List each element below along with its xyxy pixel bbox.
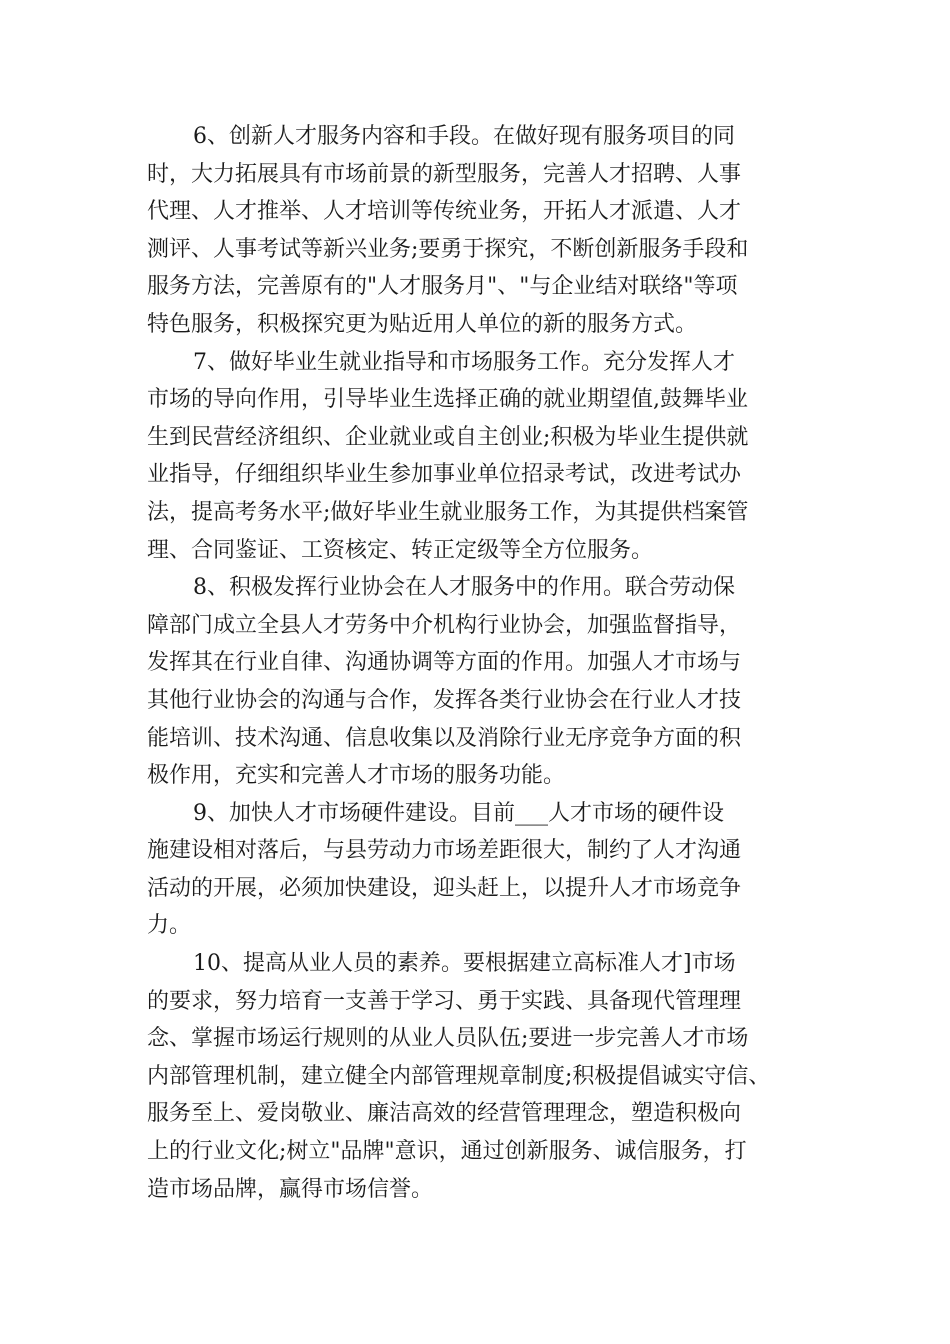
paragraph-10-line-6: 上的行业文化;树立"品牌"意识，通过创新服务、诚信服务，打 [147,1139,747,1165]
paragraph-9-line-3: 活动的开展，必须加快建设，迎头赶上，以提升人才市场竞争 [147,875,742,901]
paragraph-9-line-1: 9、加快人才市场硬件建设。目前___人才市场的硬件设 [193,800,724,826]
paragraph-6-line-4: 测评、人事考试等新兴业务;要勇于探究，不断创新服务手段和 [147,236,749,262]
paragraph-6-line-5: 服务方法，完善原有的"人才服务月"、"与企业结对联络"等项 [147,274,738,300]
document-body [147,118,827,1208]
paragraph-10-line-2: 的要求，努力培育一支善于学习、勇于实践、具备现代管理理 [147,988,742,1014]
paragraph-10-line-4: 内部管理机制，建立健全内部管理规章制度;积极提倡诚实守信、 [147,1063,771,1089]
paragraph-9-line-4: 力。 [147,913,192,939]
paragraph-7-line-6: 理、合同鉴证、工资核定、转正定级等全方位服务。 [147,537,654,563]
paragraph-9-line-2: 施建设相对落后，与县劳动力市场差距很大，制约了人才沟通 [147,838,742,864]
paragraph-7-line-5: 法，提高考务水平;做好毕业生就业服务工作，为其提供档案管 [147,499,749,525]
paragraph-7-line-3: 生到民营经济组织、企业就业或自主创业;积极为毕业生提供就 [147,424,749,450]
paragraph-10-line-3: 念、掌握市场运行规则的从业人员队伍;要进一步完善人才市场 [147,1026,749,1052]
paragraph-6-line-2: 时，大力拓展具有市场前景的新型服务，完善人才招聘、人事 [147,161,742,187]
paragraph-7-line-2: 市场的导向作用，引导毕业生选择正确的就业期望值,鼓舞毕业 [147,387,748,413]
paragraph-7-line-4: 业指导，仔细组织毕业生参加事业单位招录考试，改进考试办 [147,462,742,488]
paragraph-6-line-6: 特色服务，积极探究更为贴近用人单位的新的服务方式。 [147,311,698,337]
paragraph-8-line-6: 极作用，充实和完善人才市场的服务功能。 [147,763,566,789]
paragraph-8-line-3: 发挥其在行业自律、沟通协调等方面的作用。加强人才市场与 [147,650,742,676]
paragraph-8-line-4: 其他行业协会的沟通与合作，发挥各类行业协会在行业人才技 [147,687,742,713]
paragraph-6-line-3: 代理、人才推举、人才培训等传统业务，开拓人才派遣、人才 [147,199,742,225]
paragraph-10-line-5: 服务至上、爱岗敬业、廉洁高效的经营管理理念，塑造积极向 [147,1101,742,1127]
paragraph-10-line-1: 10、提高从业人员的素养。要根据建立高标准人才]市场 [193,951,736,977]
paragraph-6-line-1: 6、创新人才服务内容和手段。在做好现有服务项目的同 [193,124,735,149]
paragraph-8-line-5: 能培训、技术沟通、信息收集以及消除行业无序竞争方面的积 [147,725,742,751]
paragraph-10-line-7: 造市场品牌，赢得市场信誉。 [147,1176,434,1202]
paragraph-8-line-1: 8、积极发挥行业协会在人才服务中的作用。联合劳动保 [193,575,735,601]
paragraph-7-line-1: 7、做好毕业生就业指导和市场服务工作。充分发挥人才 [193,349,735,375]
paragraph-8-line-2: 障部门成立全县人才劳务中介机构行业协会，加强监督指导， [147,612,742,638]
